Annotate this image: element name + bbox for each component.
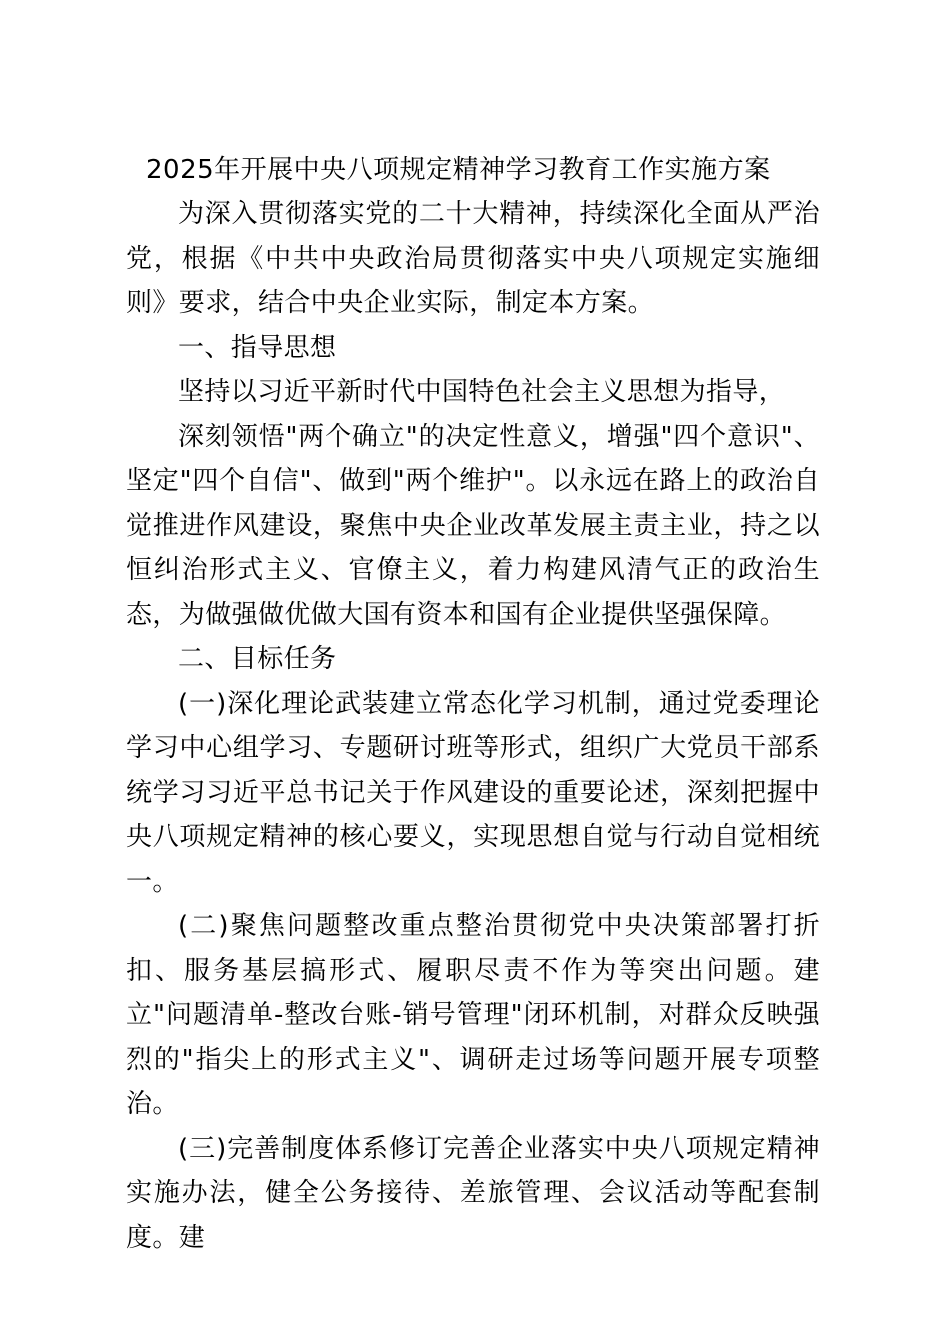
document-body <box>126 148 820 1260</box>
guiding-ideology-paragraph-1: 坚持以习近平新时代中国特色社会主义思想为指导， <box>178 377 786 407</box>
guiding-ideology-paragraph-2: 深刻领悟"两个确立"的决定性意义，增强"四个意识"、坚定"四个自信"、做到"两个维护"。以永远在路上的政治自觉推进作风建设，聚焦中央企业改革发展主责主业，持之以恒纠治形式主义、官僚主义，着力构建风清气正的政治生态，为做强做优做大国有资本和国有企业提供坚强保障。 <box>126 421 820 630</box>
objective-paragraph-2: (二)聚焦问题整改重点整治贯彻党中央决策部署打折扣、服务基层搞形式、履职尽责不作为等突出问题。建立"问题清单-整改台账-销号管理"闭环机制，对群众反映强烈的"指尖上的形式主义"、调研走过场等问题开展专项整治。 <box>126 911 820 1119</box>
objective-paragraph-3: (三)完善制度体系修订完善企业落实中央八项规定精神实施办法，健全公务接待、差旅管理、会议活动等配套制度。建 <box>126 1133 820 1253</box>
intro-paragraph: 为深入贯彻落实党的二十大精神，持续深化全面从严治党，根据《中共中央政治局贯彻落实中央八项规定实施细则》要求，结合中央企业实际，制定本方案。 <box>126 199 820 318</box>
objective-paragraph-1: (一)深化理论武装建立常态化学习机制，通过党委理论学习中心组学习、专题研讨班等形式，组织广大党员干部系统学习习近平总书记关于作风建设的重要论述，深刻把握中央八项规定精神的核心要义，实现思想自觉与行动自觉相统一。 <box>126 688 820 897</box>
section-heading-objectives: 二、目标任务 <box>178 644 337 674</box>
document-title: 2025年开展中央八项规定精神学习教育工作实施方案 <box>146 155 771 185</box>
section-heading-guiding-ideology: 一、指导思想 <box>178 332 337 363</box>
